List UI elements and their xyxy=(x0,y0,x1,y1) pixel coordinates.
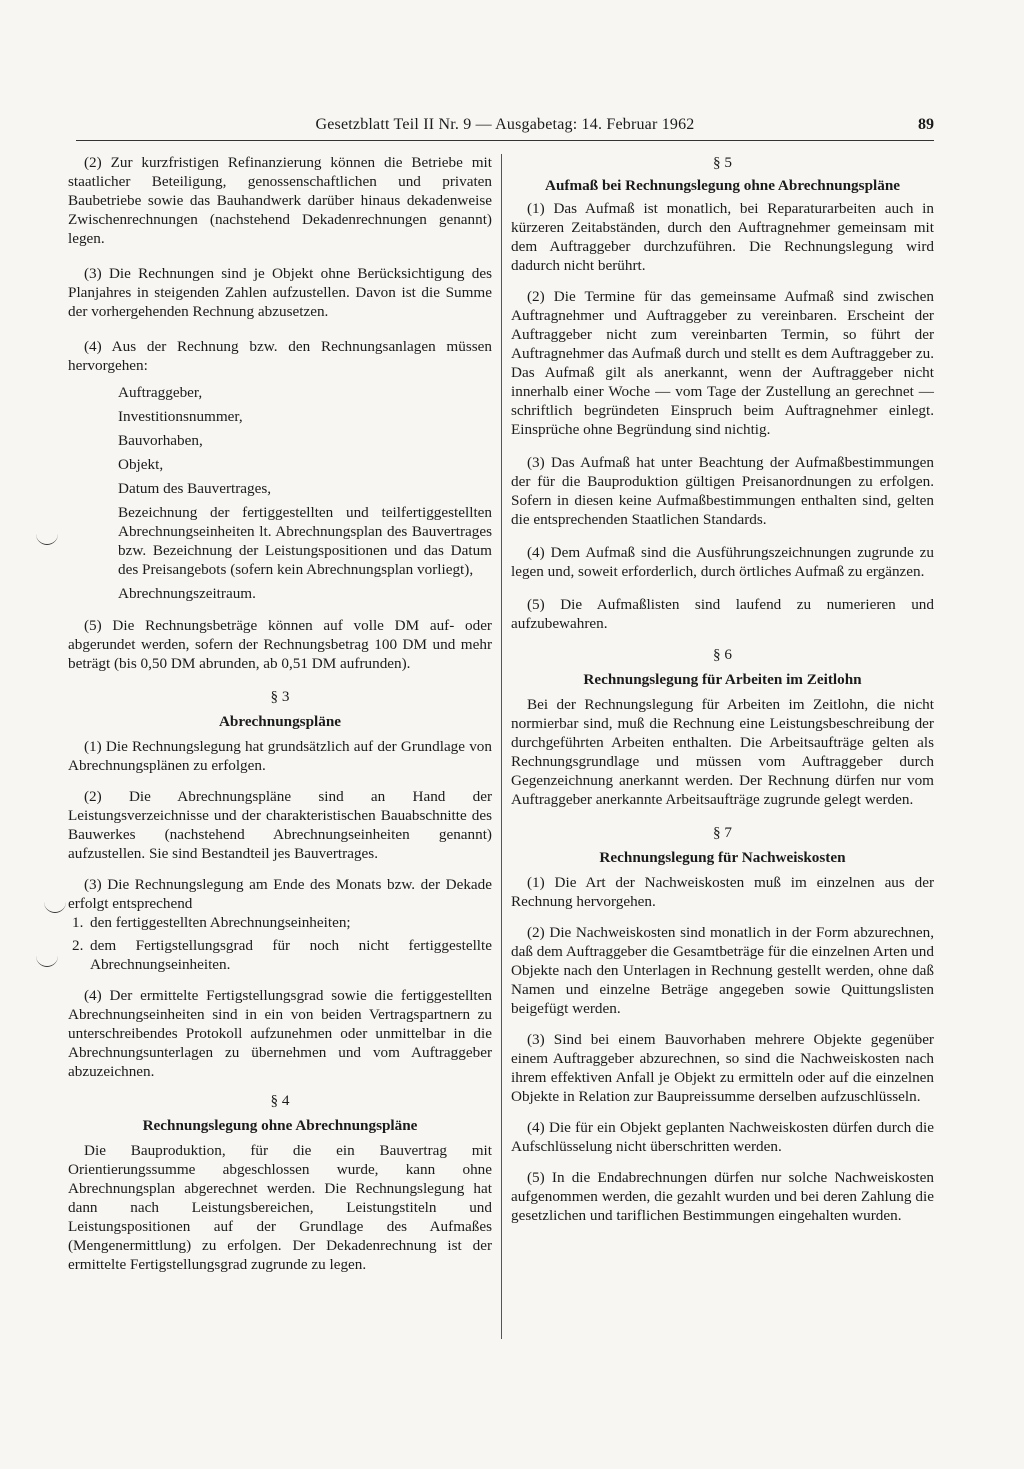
header-rule xyxy=(76,140,934,141)
paragraph: (3) Sind bei einem Bauvorhaben mehrere Objekte gegenüber einem Auftraggeber abzurechnen, so sind die Nachweiskosten nach ihrem effektiven Anfall je Objekt zu ermitteln oder auf die einzelnen Objekte in Relation zur Baupreissumme derselben aufzuschlüsseln. xyxy=(511,1031,934,1105)
paragraph: (4) Der ermittelte Fertigstellungsgrad sowie die fertiggestellten Abrechnungseinheiten sind in ein von beiden Vertragspartnern zu unterschreibendes Protokoll aufzunehmen oder unmittelbar in die Abrechnungsunterlagen zu übernehmen und vom Auftraggeber abzuzeichnen. xyxy=(68,987,492,1080)
paragraph: Die Bauproduktion, für die ein Bauvertrag mit Orientierungssumme abgeschlossen wurde, kann ohne Abrechnungsplan abgerechnet werden. Die Rechnungslegung hat dann nach Leistungsbereichen, Leistungstiteln und Leistungspositionen auf der Grundlage des Aufmaßes (Mengenermittlung) zu erfolgen. Der Dekadenrechnung ist der ermittelte Fertigstellungsgrad zugrunde zu legen. xyxy=(68,1142,492,1273)
required-items-list xyxy=(118,383,492,603)
margin-mark xyxy=(44,902,66,913)
section-number: § 3 xyxy=(270,688,290,705)
paragraph: (1) Die Art der Nachweiskosten muß im einzelnen aus der Rechnung hervorgehen. xyxy=(511,874,934,910)
section-number: § 4 xyxy=(270,1092,290,1109)
section-number: § 7 xyxy=(713,824,732,841)
paragraph: (4) Die für ein Objekt geplanten Nachweiskosten dürfen durch die Aufschlüsselung nicht überschritten werden. xyxy=(511,1119,934,1155)
right-column xyxy=(511,153,934,1225)
numbered-item xyxy=(72,936,492,974)
section-number: § 5 xyxy=(713,154,732,171)
page-header xyxy=(76,116,934,138)
paragraph: (3) Das Aufmaß hat unter Beachtung der Aufmaßbestimmungen der für die Bauproduktion gültigen Preisanordnungen zu erfolgen. Sofern in diesen keine Aufmaßbestimmungen enthalten sind, gelten die entsprechenden Staatlichen Standards. xyxy=(511,454,934,528)
paragraph: (5) Die Rechnungsbeträge können auf volle DM auf- oder abgerundet werden, sofern der Rechnungsbetrag 100 DM und mehr beträgt (bis 0,50 DM abrunden, ab 0,51 DM aufrunden). xyxy=(68,617,492,672)
header-title: Gesetzblatt Teil II Nr. 9 — Ausgabetag: 14. Februar 1962 xyxy=(315,116,695,133)
numbered-item xyxy=(72,913,492,932)
paragraph: (4) Aus der Rechnung bzw. den Rechnungsanlagen müssen hervorgehen: xyxy=(68,338,492,374)
list-item: Abrechnungszeitraum. xyxy=(118,585,256,602)
list-item: Datum des Bauvertrages, xyxy=(118,480,272,497)
paragraph: (1) Die Rechnungslegung hat grundsätzlich auf der Grundlage von Abrechnungsplänen zu erfolgen. xyxy=(68,738,492,774)
page-number: 89 xyxy=(918,116,934,133)
section-heading: Abrechnungspläne xyxy=(218,713,342,730)
item-text: dem Fertigstellungsgrad für noch nicht fertiggestellte Abrechnungseinheiten. xyxy=(90,937,492,973)
list-item: Investitionsnummer, xyxy=(118,408,243,425)
column-divider xyxy=(501,154,502,1339)
paragraph: (1) Das Aufmaß ist monatlich, bei Reparaturarbeiten auch in kürzeren Zeitabständen, durch den Auftragnehmer gemeinsam mit dem Auftraggeber durchzuführen. Die Rechnungslegung wird dadurch nicht berührt. xyxy=(511,200,934,274)
paragraph: (5) In die Endabrechnungen dürfen nur solche Nachweiskosten aufgenommen werden, die gezahlt wurden und bei deren Zahlung die gesetzlichen und tariflichen Bestimmungen eingehalten wurden. xyxy=(511,1169,934,1224)
paragraph: (2) Die Termine für das gemeinsame Aufmaß sind zwischen Auftragnehmer und Auftraggeber zu vereinbaren. Erscheint der Auftraggeber nicht zum vereinbarten Termin, so führt der Auftragnehmer das Aufmaß durch und stellt es dem Auftraggeber zu. Das Aufmaß gilt als anerkannt, wenn der Auftraggeber nicht innerhalb einer Woche — vom Tage der Zustellung an gerechnet — schriftlich begründeten Einspruch beim Auftragnehmer einlegt. Einsprüche ohne Begründung sind nichtig. xyxy=(511,288,934,438)
paragraph: (4) Dem Aufmaß sind die Ausführungszeichnungen zugrunde zu legen und, soweit erforderlich, durch örtliches Aufmaß zu ergänzen. xyxy=(511,544,934,580)
item-number: 2. xyxy=(72,937,84,954)
paragraph: (2) Zur kurzfristigen Refinanzierung können die Betriebe mit staatlicher Beteiligung, genossenschaftlichen und privaten Baubetriebe sowie das Bauhandwerk darüber hinaus dekadenweise Zwischenrechnungen (nachstehend Dekadenrechnungen genannt) legen. xyxy=(68,154,492,247)
paragraph: (5) Die Aufmaßlisten sind laufend zu numerieren und aufzubewahren. xyxy=(511,596,934,632)
margin-mark xyxy=(36,956,58,967)
list-item: Objekt, xyxy=(118,456,164,473)
section-number: § 6 xyxy=(713,646,732,663)
section-heading: Rechnungslegung ohne Abrechnungspläne xyxy=(142,1117,418,1134)
paragraph: (2) Die Abrechnungspläne sind an Hand der Leistungsverzeichnisse und der charakteristischen Bauabschnitte des Bauwerkes (nachstehend Abrechnungseinheiten genannt) aufzustellen. Sie sind Bestandteil jes Bauvertrages. xyxy=(68,788,492,862)
left-column xyxy=(68,153,492,1274)
paragraph: (3) Die Rechnungen sind je Objekt ohne Berücksichtigung des Planjahres in steigenden Zahlen aufzustellen. Davon ist die Summe der vorhergehenden Rechnung abzusetzen. xyxy=(68,265,492,320)
item-number: 1. xyxy=(72,914,84,931)
paragraph: Bei der Rechnungslegung für Arbeiten im Zeitlohn, die nicht normierbar sind, muß die Rechnung eine Leistungsbeschreibung der durchgeführten Arbeiten enthalten. Die Arbeitsaufträge gelten als Rechnungsgrundlage und müssen vom Auftraggeber durch Gegenzeichnung anerkannt werden. Der Rechnung dürfen nur vom Auftraggeber anerkannte Arbeitsaufträge zugrunde gelegt werden. xyxy=(511,696,934,808)
section-heading: Rechnungslegung für Nachweiskosten xyxy=(599,849,846,866)
list-item: Bauvorhaben, xyxy=(118,432,203,449)
section-heading: Aufmaß bei Rechnungslegung ohne Abrechnungspläne xyxy=(544,177,901,194)
item-text: den fertiggestellten Abrechnungseinheiten; xyxy=(90,914,351,931)
margin-mark xyxy=(36,534,58,545)
list-item: Auftraggeber, xyxy=(118,384,203,401)
paragraph: (3) Die Rechnungslegung am Ende des Monats bzw. der Dekade erfolgt entsprechend xyxy=(68,876,492,912)
paragraph: (2) Die Nachweiskosten sind monatlich in der Form abzurechnen, daß dem Auftraggeber die Gesamtbeträge für die einzelnen Arten und Objekte nach den Unterlagen in Rechnung gestellt werden, ohne daß Namen und einzelne Beträge angegeben sowie Quittungslisten beigefügt werden. xyxy=(511,924,934,1017)
list-item: Bezeichnung der fertiggestellten und teilfertiggestellten Abrechnungseinheiten lt. Abrechnungsplan des Bauvertrages bzw. Bezeichnung der Leistungspositionen und das Datum des Preisangebots (sofern kein Abrechnungsplan vorliegt), xyxy=(118,504,492,578)
section-heading: Rechnungslegung für Arbeiten im Zeitlohn xyxy=(583,671,862,688)
